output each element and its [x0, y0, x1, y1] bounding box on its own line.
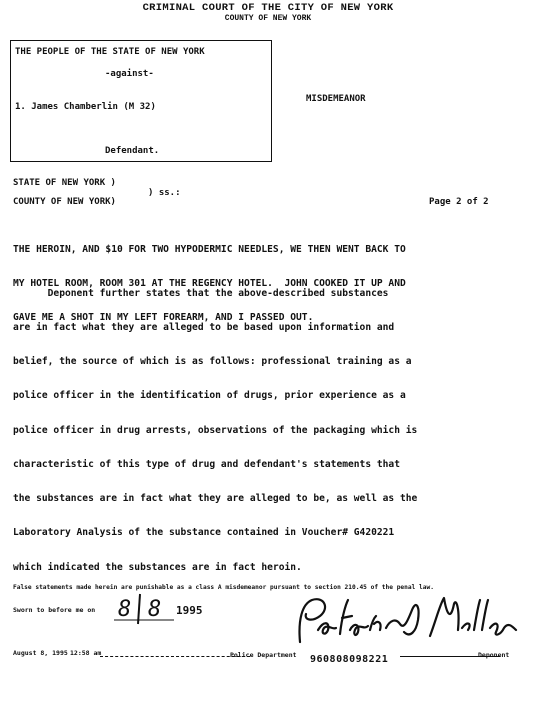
court-title: CRIMINAL COURT OF THE CITY OF NEW YORK	[142, 2, 394, 14]
statement-line: are in fact what they are alleged to be based upon information and	[13, 322, 395, 334]
statement-line: police officer in the identification of drugs, prior experience as a	[13, 390, 406, 402]
statement-line: the substances are in fact what they are alleged to be, as well as the	[13, 493, 418, 505]
statement-line: THE HEROIN, AND $10 FOR TWO HYPODERMIC NEEDLES, WE THEN WENT BACK TO	[13, 243, 406, 255]
signature-line-left	[100, 656, 250, 657]
statement-paragraph-2	[13, 265, 417, 584]
handwritten-date	[112, 590, 222, 626]
people-line: THE PEOPLE OF THE STATE OF NEW YORK	[15, 47, 205, 57]
venue-ss: ) ss.:	[148, 188, 181, 198]
false-statements-notice: False statements made herein are punishable as a class A misdemeanor pursuant to section 210.45 of the penal law.	[13, 584, 434, 591]
venue-county: COUNTY OF NEW YORK)	[13, 197, 116, 207]
page-number: Page 2 of 2	[429, 197, 489, 207]
date-day: 8	[148, 597, 162, 622]
statement-line: GAVE ME A SHOT IN MY LEFT FOREARM, AND I PASSED OUT.	[13, 312, 314, 324]
date-month: 8	[118, 597, 132, 622]
statement-line: MY HOTEL ROOM, ROOM 301 AT THE REGENCY HOTEL. JOHN COOKED IT UP AND	[13, 278, 406, 290]
print-time: 12:58 am	[70, 649, 102, 657]
statement-line: which indicated the substances are in fact heroin.	[13, 561, 302, 573]
charge-label: MISDEMEANOR	[306, 94, 366, 104]
police-department-label: Police Department	[230, 651, 297, 659]
defendant-name: 1. James Chamberlin (M 32)	[15, 102, 156, 112]
deponent-label: Deponent	[478, 651, 510, 659]
statement-line: Laboratory Analysis of the substance contained in Voucher# G420221	[13, 527, 395, 539]
deponent-signature	[290, 590, 526, 650]
caption-box	[10, 40, 272, 162]
against-line: -against-	[105, 69, 154, 79]
id-number: 960808098221	[310, 654, 389, 665]
county-subtitle: COUNTY OF NEW YORK	[224, 14, 312, 23]
statement-line: Deponent further states that the above-described substances	[13, 287, 389, 299]
sworn-label: Sworn to before me on	[13, 606, 96, 614]
defendant-label: Defendant.	[105, 146, 160, 156]
statement-line: characteristic of this type of drug and defendant's statements that	[13, 458, 400, 470]
venue-state: STATE OF NEW YORK )	[13, 178, 116, 188]
print-date: August 8, 1995	[13, 649, 68, 657]
statement-line: belief, the source of which is as follows: professional training as a	[13, 356, 412, 368]
statement-line: police officer in drug arrests, observations of the packaging which is	[13, 424, 418, 436]
date-year: 1995	[176, 604, 203, 617]
